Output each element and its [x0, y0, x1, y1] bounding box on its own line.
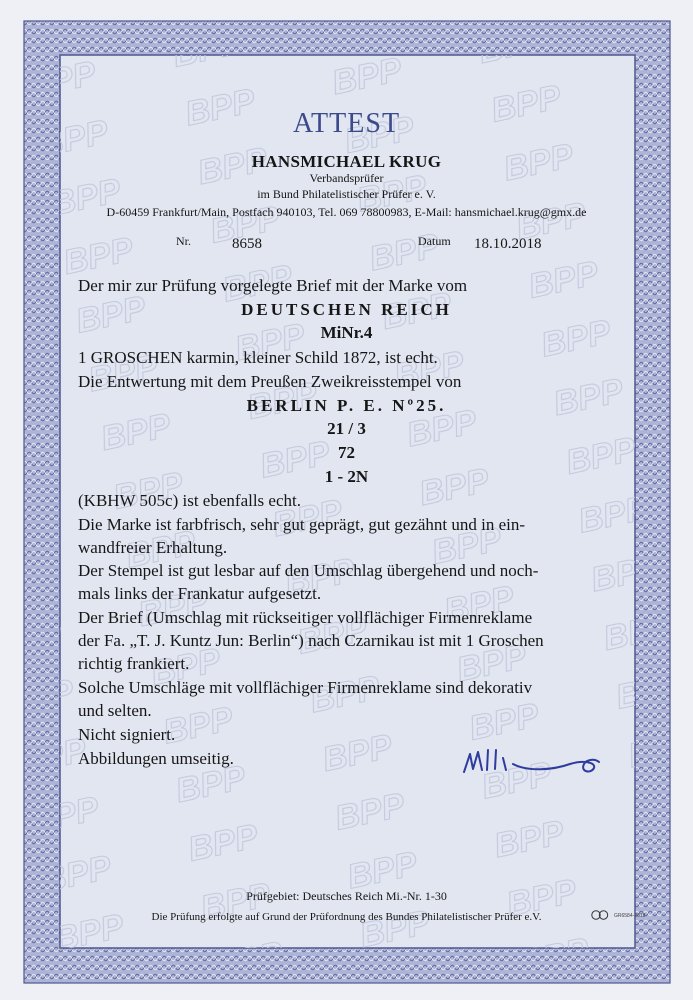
body-line: mals links der Frankatur aufgesetzt. [78, 584, 322, 603]
body-line: Abbildungen umseitig. [78, 749, 234, 768]
cancel-date-line-1: 21 / 3 [327, 419, 366, 438]
hologram-seal-icon [591, 910, 609, 920]
examination-scope: Prüfgebiet: Deutsches Reich Mi.-Nr. 1-30 [246, 889, 447, 903]
body-line: wandfreier Erhaltung. [78, 538, 228, 557]
attest-title: ATTEST [292, 108, 401, 139]
catalog-number: MiNr.4 [320, 323, 373, 342]
body-line: richtig frankiert. [78, 654, 190, 673]
date-label: Datum [418, 234, 451, 248]
body-line: (KBHW 505c) ist ebenfalls echt. [78, 491, 301, 510]
body-line: Solche Umschläge mit vollflächiger Firmenreklame sind dekorativ [78, 678, 533, 697]
number-label: Nr. [176, 234, 191, 248]
stamp-description: 1 GROSCHEN karmin, kleiner Schild 1872, ist echt. [78, 348, 438, 367]
cancel-intro: Die Entwertung mit dem Preußen Zweikreisstempel von [78, 372, 462, 391]
examiner-address: D-60459 Frankfurt/Main, Postfach 940103, Tel. 069 78800983, E-Mail: hansmichael.krug@gmx.de [106, 205, 587, 219]
certificate-date: 18.10.2018 [474, 236, 542, 252]
examiner-association: im Bund Philatelistischer Prüfer e. V. [257, 187, 436, 201]
hologram-id: GR6584-2018 [614, 913, 646, 919]
body-line: und selten. [78, 701, 152, 720]
cancel-city: BERLIN P. E. Nº25. [246, 396, 447, 415]
cancel-date-line-2: 72 [338, 443, 355, 462]
body-line: der Fa. „T. J. Kuntz Jun: Berlin“) nach Czarnikau ist mit 1 Groschen [78, 631, 544, 650]
examiner-name: HANSMICHAEL KRUG [251, 152, 442, 171]
country-heading: DEUTSCHEN REICH [241, 300, 452, 319]
certificate-number: 8658 [232, 236, 262, 252]
signature [458, 742, 608, 782]
body-line: Der Brief (Umschlag mit rückseitiger vollflächiger Firmenreklame [78, 608, 533, 627]
examination-regulation: Die Prüfung erfolgte auf Grund der Prüfordnung des Bundes Philatelistischer Prüfer e.V. [151, 911, 542, 923]
body-line: Die Marke ist farbfrisch, sehr gut geprägt, gut gezähnt und in ein- [78, 515, 526, 534]
body-line: Nicht signiert. [78, 725, 176, 744]
examiner-role: Verbandsprüfer [309, 171, 384, 185]
cancel-date-line-3: 1 - 2N [324, 467, 369, 486]
intro-text: Der mir zur Prüfung vorgelegte Brief mit der Marke vom [78, 276, 468, 295]
body-line: Der Stempel ist gut lesbar auf den Umschlag übergehend und noch- [78, 561, 539, 580]
